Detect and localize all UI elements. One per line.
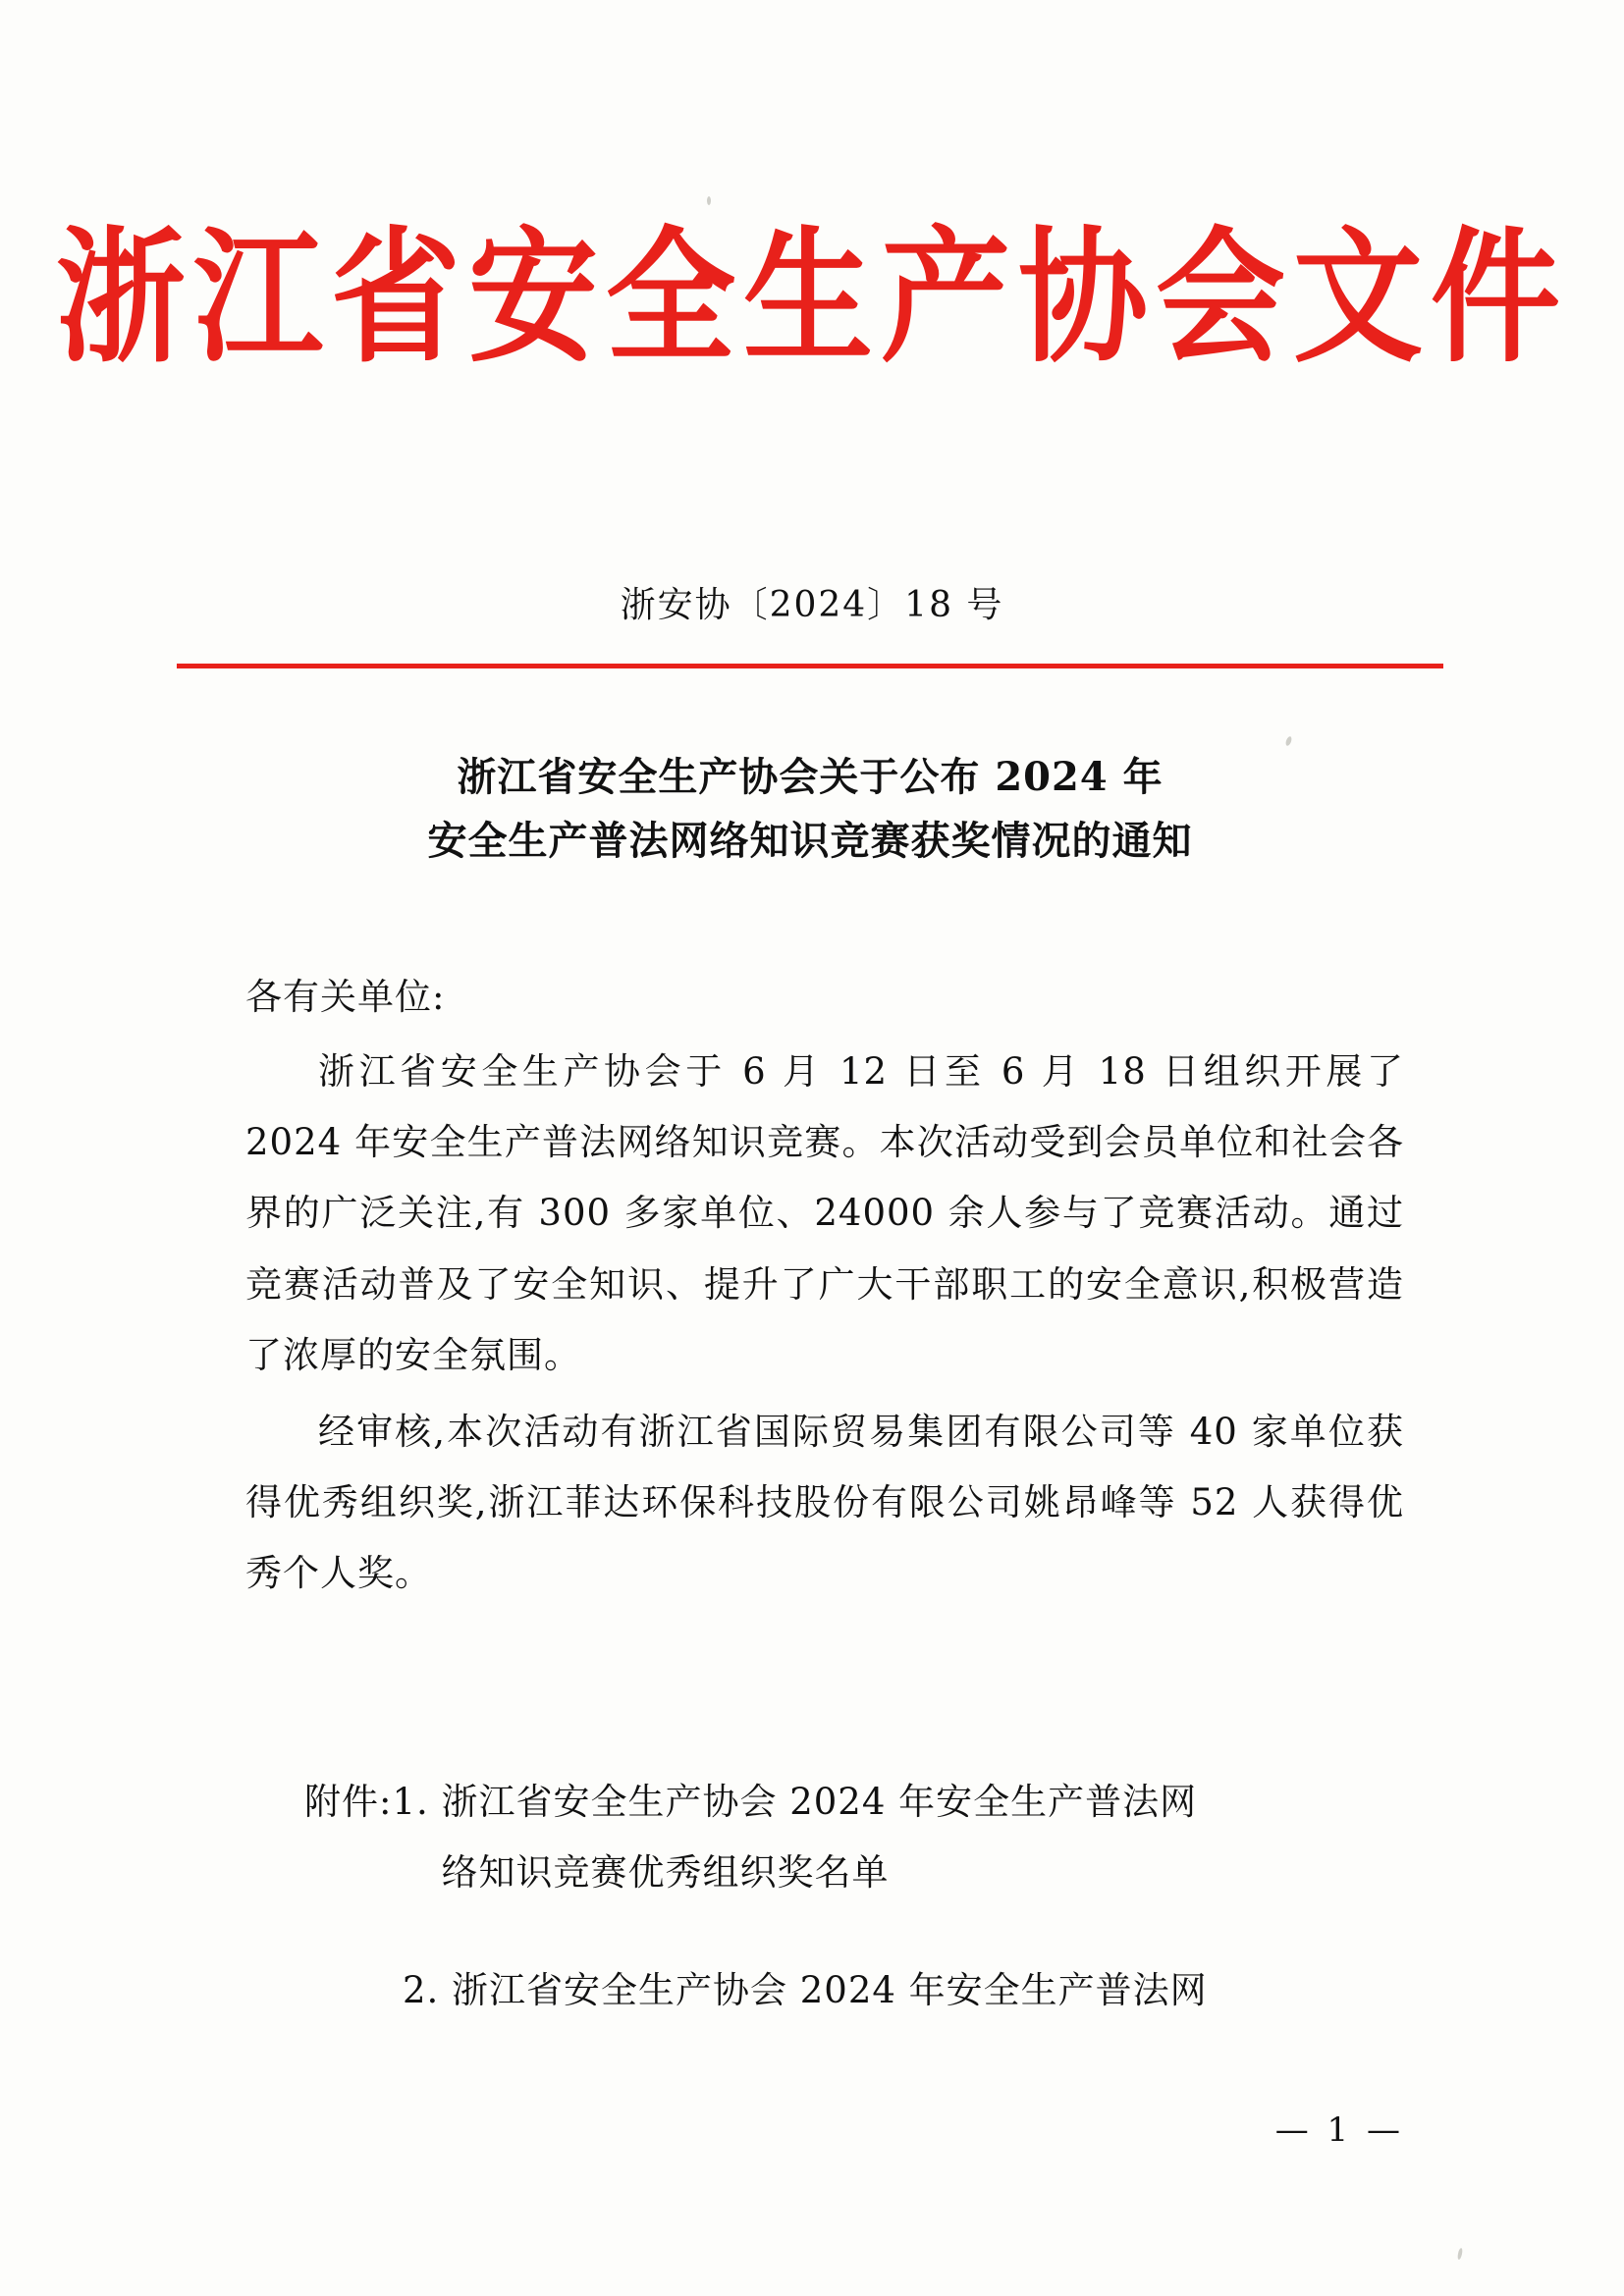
attachment-1-line-1: 浙江省安全生产协会 2024 年安全生产普法网 [441,1781,1198,1823]
title-line-2: 安全生产普法网络知识竞赛获奖情况的通知 [427,817,1193,864]
attachment-2-line-1: 浙江省安全生产协会 2024 年安全生产普法网 [452,1969,1208,2012]
scan-speckle-icon [1457,2248,1463,2261]
page-number: — 1 — [1274,2110,1404,2150]
red-divider-rule [177,664,1443,668]
masthead-title: 浙江省安全生产协会文件 [56,212,1568,384]
attachment-1-line-2: 络知识竞赛优秀组织奖名单 [441,1851,890,1895]
attachment-item-1 [392,1767,1404,1908]
scan-speckle-icon [1284,735,1292,746]
body-paragraph-2: 经审核,本次活动有浙江省国际贸易集团有限公司等 40 家单位获得优秀组织奖,浙江菲达环保科技股份有限公司姚昂峰等 52 人获得优秀个人奖。 [245,1410,1404,1595]
attachment-1-number: 1. [392,1781,429,1823]
document-title [206,746,1414,874]
salutation: 各有关单位: [245,976,446,1018]
attachments-section [245,1767,1404,2026]
attachment-item-2 [245,1955,1404,2026]
attachment-row-1 [245,1767,1404,1908]
attachment-2-number: 2. [403,1969,440,2012]
masthead [0,212,1624,384]
title-line-1: 浙江省安全生产协会关于公布 2024 年 [457,754,1164,800]
scan-speckle-icon [707,196,711,205]
document-body [245,962,1404,1615]
document-number: 浙安协〔2024〕18 号 [620,585,1004,625]
attachments-label: 附件: [304,1781,393,1823]
body-paragraph-1: 浙江省安全生产协会于 6 月 12 日至 6 月 18 日组织开展了 2024 年安全生产普法网络知识竞赛。本次活动受到会员单位和社会各界的广泛关注,有 300 多家单位、24000 余人参与了竞赛活动。通过竞赛活动普及了安全知识、提升了广大干部职工的安全意识,积极营造了浓厚的安全氛围。 [245,1050,1404,1376]
